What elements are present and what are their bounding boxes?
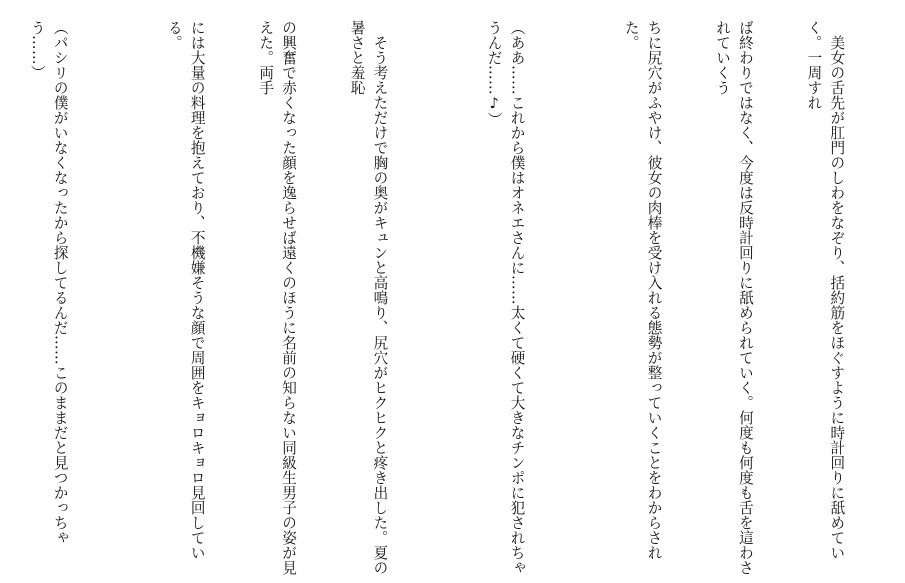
text-line: （ああ……これから僕はオネエさんに……太くて硬くて大きなチンポに犯されちゃうんだ……♪）: [485, 20, 526, 575]
text-line: の興奮で赤くなった顔を逸らせば遠くのほうに名前の知らない同級生男子の姿が見えた。両手: [257, 20, 298, 575]
text-line: ちに尻穴がふやけ、彼女の肉棒を受け入れる態勢が整っていくことをわからされた。: [622, 20, 663, 560]
text-line: には大量の料理を抱えており、不機嫌そうな顔で周囲をキョロキョロ見回している。: [165, 20, 206, 560]
novel-text-block: [0, 20, 893, 575]
text-line: （パシリの僕がいなくなったから探してるんだ……このままだと見つかっちゃう……）: [28, 20, 69, 545]
text-line: 美女の舌先が肛門のしわをなぞり、括約筋をほぐすように時計回りに舐めていく。一周すれ: [805, 20, 846, 560]
text-line: そう考えただけで胸の奥がキュンと高鳴り、尻穴がヒクヒクと疼き出した。夏の暑さと羞恥: [348, 20, 389, 575]
text-line: ば終わりではなく、今度は反時計回りに舐められていく。何度も何度も舌を這わされていくう: [714, 20, 754, 575]
